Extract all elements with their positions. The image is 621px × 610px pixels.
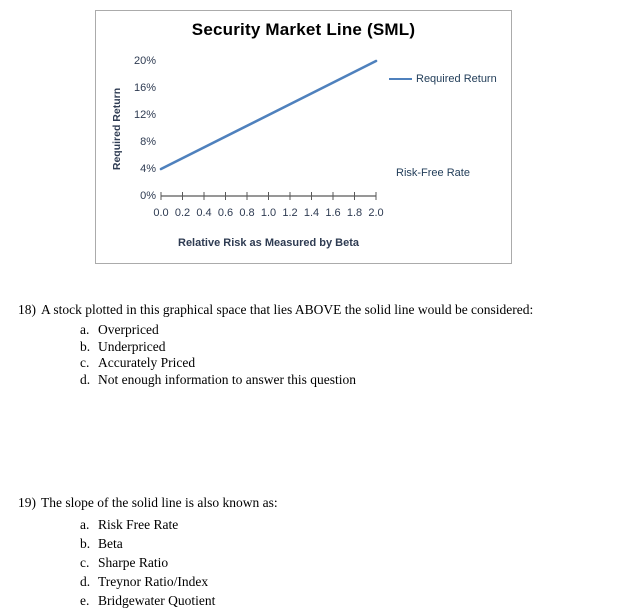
option-letter: a.: [80, 517, 90, 532]
option-text: Overpriced: [98, 322, 159, 337]
x-tick-label: 0.4: [196, 207, 212, 219]
x-tick-label: 1.8: [346, 207, 363, 219]
y-tick-labels: [118, 55, 156, 202]
option-text: Beta: [98, 536, 123, 551]
option-text: Treynor Ratio/Index: [98, 574, 209, 589]
chart-title: Security Market Line (SML): [191, 20, 416, 39]
y-tick-label: 8%: [140, 136, 156, 148]
x-tick-label: 1.6: [325, 207, 341, 219]
option-letter: a.: [80, 322, 90, 337]
x-tick-label: 0.8: [239, 207, 255, 219]
option-letter: c.: [80, 555, 90, 570]
sml-chart-figure: [95, 10, 512, 264]
option-letter: b.: [80, 338, 91, 354]
x-tick-label: 0.2: [174, 207, 191, 219]
options-list: [18, 322, 533, 388]
option-text: Not enough information to answer this question: [98, 371, 356, 387]
y-tick-label: 16%: [133, 82, 156, 94]
option-d: [80, 372, 533, 389]
legend: [389, 73, 497, 85]
option-letter: d.: [80, 371, 91, 387]
option-c: [80, 553, 278, 572]
option-letter: d.: [80, 574, 91, 589]
x-axis-title: Relative Risk as Measured by Beta: [178, 237, 359, 249]
risk-free-rate-annotation: Risk-Free Rate: [396, 167, 470, 179]
question-number: 19): [18, 495, 36, 510]
x-tick-labels: [153, 207, 384, 221]
x-tick-label: 0.0: [153, 207, 169, 219]
option-a: [80, 515, 278, 534]
plot-area: [161, 61, 376, 196]
option-letter: b.: [80, 536, 91, 551]
option-text: Underpriced: [98, 338, 166, 354]
y-tick-label: 20%: [133, 55, 156, 67]
legend-line-swatch: [389, 78, 412, 80]
option-e: [80, 591, 278, 610]
option-letter: c.: [80, 355, 90, 370]
option-b: [80, 339, 533, 356]
y-axis-title: Required Return: [111, 87, 123, 171]
question-number: 18): [18, 302, 36, 317]
question-18: [18, 301, 533, 388]
option-letter: e.: [80, 593, 90, 608]
option-a: [80, 322, 533, 339]
sml-plot-svg: [161, 61, 376, 196]
x-tick-label: 2.0: [368, 207, 384, 219]
option-d: [80, 572, 278, 591]
question-text-line: [18, 301, 533, 318]
option-text: Sharpe Ratio: [98, 555, 169, 570]
legend-label: Required Return: [416, 73, 497, 85]
question-19: [18, 494, 278, 610]
option-b: [80, 534, 278, 553]
question-text-line: [18, 494, 278, 511]
options-list: [18, 515, 278, 610]
x-tick-label: 1.2: [282, 207, 298, 219]
question-text: A stock plotted in this graphical space that lies ABOVE the solid line would be considered:: [41, 302, 534, 317]
x-tick-label: 1.4: [303, 207, 320, 219]
option-c: [80, 355, 533, 372]
y-tick-label: 4%: [140, 163, 156, 175]
option-text: Risk Free Rate: [98, 517, 179, 532]
option-text: Bridgewater Quotient: [98, 593, 216, 608]
x-tick-label: 0.6: [217, 207, 234, 219]
option-text: Accurately Priced: [98, 355, 196, 370]
x-tick-label: 1.0: [260, 207, 277, 219]
question-text: The slope of the solid line is also known as:: [41, 495, 278, 510]
y-tick-label: 12%: [133, 109, 156, 121]
y-tick-label: 0%: [140, 190, 156, 202]
